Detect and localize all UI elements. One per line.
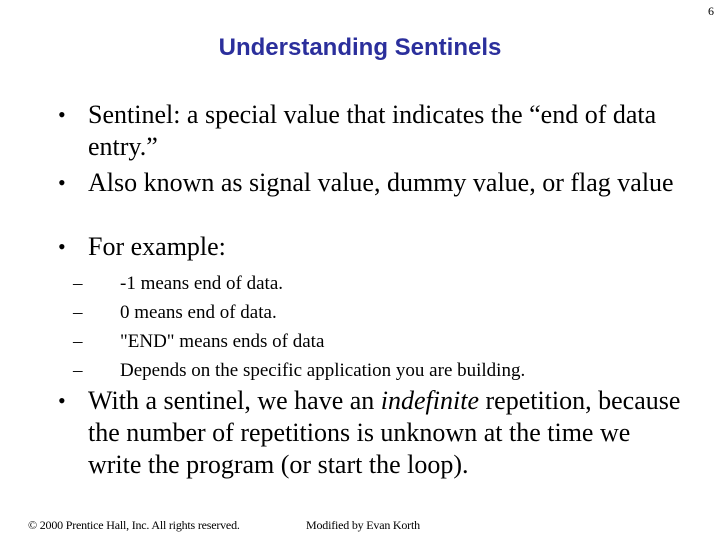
bullet-indefinite-repetition <box>58 385 688 481</box>
bullet-dot-icon: • <box>58 234 66 259</box>
bullet-text: Also known as signal value, dummy value, or flag value <box>88 168 674 197</box>
dash-icon: – <box>73 331 83 352</box>
dash-icon: – <box>73 302 83 323</box>
sub-bullet-text: "END" means ends of data <box>120 331 325 352</box>
slide-title: Understanding Sentinels <box>218 34 502 61</box>
footer-modified-by: Modified by Evan Korth <box>306 518 420 532</box>
sub-bullet <box>73 269 680 298</box>
sub-bullet-text: 0 means end of data. <box>120 302 277 323</box>
page-number: 6 <box>708 4 714 18</box>
bullet-dot-icon: • <box>58 388 66 413</box>
sub-bullet-text: Depends on the specific application you are building. <box>120 360 526 381</box>
bullet-sentinel-definition <box>58 99 688 163</box>
bullet-dot-icon: • <box>58 102 66 127</box>
sub-bullet-text: -1 means end of data. <box>120 273 284 294</box>
sub-bullet <box>73 356 680 385</box>
bullet-text: Sentinel: a special value that indicates the “end of data entry.” <box>88 100 657 161</box>
dash-icon: – <box>73 360 83 381</box>
bullet-also-known-as <box>58 167 688 199</box>
bullet-emphasis: indefinite <box>380 386 479 415</box>
bullet-for-example <box>58 231 688 263</box>
footer-copyright: © 2000 Prentice Hall, Inc. All rights reserved. <box>28 518 240 532</box>
bullet-text-before: With a sentinel, we have an <box>88 386 381 415</box>
bullet-dot-icon: • <box>58 170 66 195</box>
bullet-text-after: repetition, because the number of repetitions is unknown at the time we write the program (or start the loop). <box>88 386 681 479</box>
example-sub-list <box>73 269 680 385</box>
sub-bullet <box>73 327 680 356</box>
dash-icon: – <box>73 273 83 294</box>
sub-bullet <box>73 298 680 327</box>
bullet-text: For example: <box>88 232 226 261</box>
